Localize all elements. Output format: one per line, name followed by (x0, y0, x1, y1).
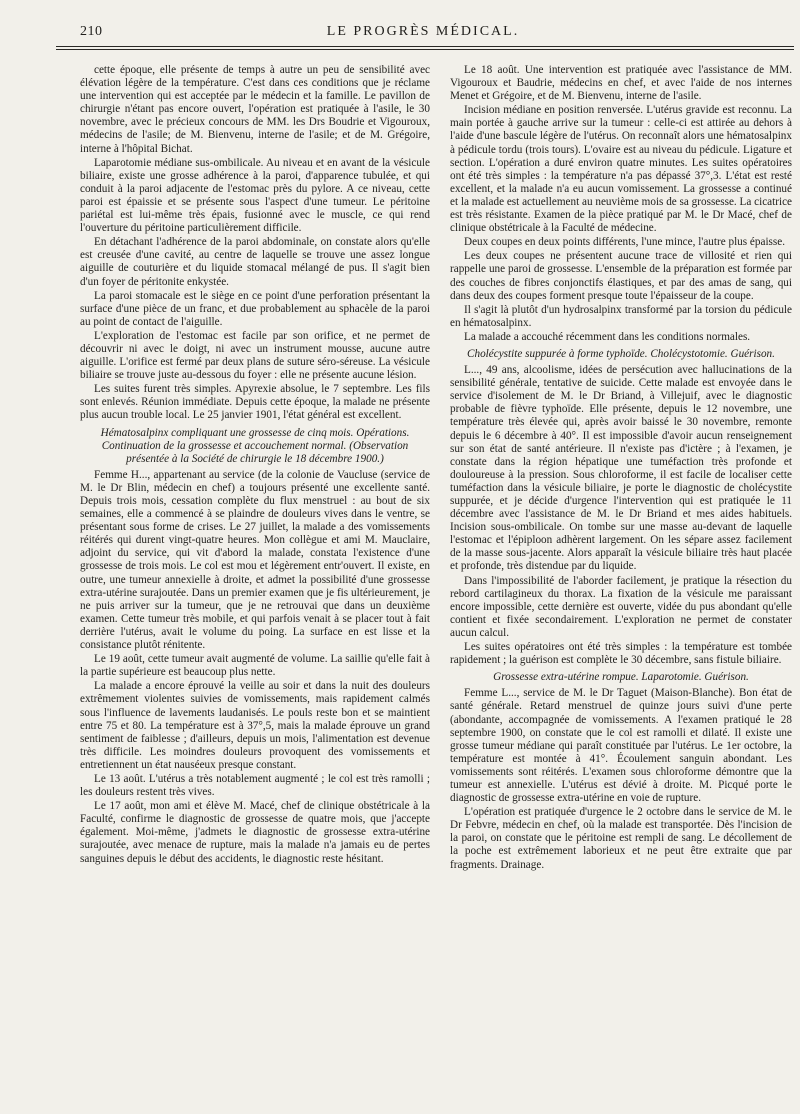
paragraph: Femme H..., appartenant au service (de la colonie de Vaucluse (service de M. le Dr Blin, médecin en chef) a toujours présenté une excellente santé. Depuis trois mois, cessation complète du flux menstruel : au bout de six semaines, elle a commencé à se plaindre de douleurs vives dans le ventre, se présentant sous forme de crises. Le 27 juillet, la malade a des vomissements réitérés qui durent vingt-quatre heures. Mon collègue et ami M. Mauclaire, adjoint du service, qui vit d'abord la malade, constata l'existence d'une grossesse de trois mois. Le col est mou et légèrement entr'ouvert. Il existe, en outre, une tumeur annexielle à droite, et admet la possibilité d'une grossesse extra-utérine surajoutée. Dans un premier examen que je fis ultérieurement, je ne puis arriver sur la tumeur, que je ne retrouvai que dans un deuxième examen. Cette tumeur très mobile, et qui parfois venait à se placer tout à fait derrière l'utérus, avait le volume du poing. La surface en est lisse et la consistance plutôt rénitente. (80, 468, 430, 652)
paragraph: Les suites furent très simples. Apyrexie absolue, le 7 septembre. Les fils sont enlevés. Réunion immédiate. Depuis cette époque, la malade ne présente plus aucun trouble local. Le 25 janvier 1901, l'état général est excellent. (80, 383, 430, 422)
paragraph: La paroi stomacale est le siège en ce point d'une perforation présentant la surface d'une pièce de un franc, et due probablement au sphacèle de la paroi au point de contact de l'aiguille. (80, 289, 430, 328)
page-header (56, 24, 790, 46)
paragraph: La malade a encore éprouvé la veille au soir et dans la nuit des douleurs extrêmement violentes suivies de vomissements, mais rapidement calmés sous l'influence de lavements laudanisés. Le pouls reste bon et se maintient entre 75 et 80. La température est à 37°,5, mais la malade éprouve un grand sentiment de faiblesse ; d'ailleurs, depuis un mois, l'alimentation est devenue très difficile. Les moindres douleurs provoquent des vomissements et entretiennent un état nauséeux presque constant. (80, 680, 430, 771)
paragraph: La malade a accouché récemment dans les conditions normales. (464, 330, 751, 343)
paragraph: Les deux coupes ne présentent aucune trace de villosité et rien qui rappelle une paroi de grossesse. L'ensemble de la préparation est formée par des couches de fibres conjonctifs élastiques, et par des amas de sang, qui dans deux des coupes forment presque toute l'épaisseur de la coupe. (450, 250, 792, 302)
paragraph: En détachant l'adhérence de la paroi abdominale, on constate alors qu'elle est creusée d'une cavité, au centre de laquelle se trouve une assez longue aiguille de couturière et du liquide stomacal mélangé de pus. Il s'agit bien d'un foyer de péritonite enkystée. (80, 236, 430, 288)
paragraph: Deux coupes en deux points différents, l'une mince, l'autre plus épaisse. (464, 236, 786, 249)
paragraph: Le 19 août, cette tumeur avait augmenté de volume. La saillie qu'elle fait à la partie supérieure est beaucoup plus nette. (80, 653, 430, 679)
journal-title: LE PROGRÈS MÉDICAL. (326, 24, 520, 39)
section-heading: Grossesse extra-utérine rompue. Laparotomie. Guérison. (493, 671, 749, 684)
paragraph: L..., 49 ans, alcoolisme, idées de persécution avec hallucinations de la sensibilité générale, tentative de suicide. Cette malade est envoyée dans le service d'isolement de M. le Dr Briand, à Villejuif, avec le diagnostic probable de fièvre typhoïde. Elle présente, depuis le 12 novembre, une température très élevée qui, après avoir baissé le 30 novembre, remonte depuis le 6 décembre à 40°. Il est impossible d'avoir aucun renseignement sur son état de santé antérieure. Il n'existe pas d'ictère ; à l'examen, je constate dans la région hépatique une tuméfaction très profonde et douloureuse à la pression. Sous chloroforme, il est facile de localiser cette tuméfaction dans la vésicule biliaire, je porte le diagnostic de cholécystite suppurée, et je décide d'urgence l'intervention qui est pratiquée le 11 décembre avec l'assistance de M. le Dr Briand et mes aides habituels. Incision sous-ombilicale. On tombe sur une masse au-devant de laquelle l'estomac et l'épiploon adhèrent largement. On les sépare assez facilement de la masse sous-jacente. Alors apparaît la vésicule biliaire très haut placée et profonde, très distendue par du liquide. (450, 364, 792, 573)
section-heading: Cholécystite suppurée à forme typhoïde. Cholécystotomie. Guérison. (467, 347, 775, 360)
paragraph: Le 17 août, mon ami et élève M. Macé, chef de clinique obstétricale à la Faculté, confirme le diagnostic de grossesse de quatre mois, que j'accepte également. Moi-même, j'admets le diagnostic de grossesse extra-utérine surajoutée, avec menace de rupture, mais la malade n'a jamais eu de pertes sanguines depuis le début des accidents, le diagnostic reste hésitant. (80, 800, 430, 865)
paragraph: L'exploration de l'estomac est facile par son orifice, et ne permet de découvrir ni avec le doigt, ni avec un instrument mousse, aucune autre aiguille. L'orifice est fermé par deux plans de suture séro-séreuse. La vésicule biliaire se trouve juste au-dessous du foyer : elle ne présente aucune lésion. (80, 329, 430, 382)
paragraph: Femme L..., service de M. le Dr Taguet (Maison-Blanche). Bon état de santé générale. Retard menstruel de quinze jours suivi d'une perte (abondante, accompagnée de vomissements. A l'examen pratiqué le 28 septembre 1900, on constate que le col est ramolli et dilaté. Il existe une grosse tumeur médiane qui paraît constituée par l'utérus. Le 1er octobre, la température est montée à 41°. Écoulement sanguin abondant. Les vomissements sont réitérés. L'examen sous chloroforme démontre que la tumeur est annexielle. L'utérus est dévié à droite. M. Picqué porte le diagnostic de grossesse extra-utérine en voie de rupture. (450, 687, 792, 805)
paragraph: Les suites opératoires ont été très simples : la température est tombée rapidement ; la guérison est complète le 30 décembre, sans fistule biliaire. (450, 641, 792, 667)
section-heading: Hématosalpinx compliquant une grossesse de cinq mois. Opérations. Continuation de la grossesse et accouchement normal. (Observation présentée à la Société de chirurgie le 18 décembre 1900.) (100, 426, 410, 465)
paragraph: L'opération est pratiquée d'urgence le 2 octobre dans le service de M. le Dr Febvre, médecin en chef, où la malade est transportée. Dès l'incision de la paroi, on constate que le péritoine est rempli de sang. Le décollement de la poche est extrêmement laborieux et ne peut être extraite que par fragments. Drainage. (450, 806, 792, 871)
paragraph: Incision médiane en position renversée. L'utérus gravide est reconnu. La main portée à gauche arrive sur la tumeur : celle-ci est attirée au dehors à l'aide d'une bascule légère de l'utérus. On reconnaît alors une hématosalpinx à pédicule tordu (trois tours). L'ovaire est au niveau du pédicule. Ligature et section. L'opération a duré environ quatre minutes. Les suites opératoires ont été très simples : la température n'a pas dépassé 37°,3. L'état est resté excellent, et la malade n'a eu aucun vomissement. La grossesse a continué et la malade est actuellement au neuvième mois de sa grossesse. La cicatrice est très résistante. Examen de la pièce pratiqué par M. le Dr Macé, chef de clinique obstétricale à la Faculté de médecine. (450, 104, 792, 235)
right-column (450, 64, 792, 1102)
paragraph: Il s'agit là plutôt d'un hydrosalpinx transformé par la torsion du pédicule en hématosalpinx. (450, 303, 792, 329)
paragraph: Laparotomie médiane sus-ombilicale. Au niveau et en avant de la vésicule biliaire, existe une grosse adhérence à la paroi, d'apparence tubulée, et qui conduit à la paroi adjacente de l'estomac près du pylore. A ce niveau, cette paroi est épaissie et se présente sous l'aspect d'une tumeur. Le péritoine pariétal est lui-même très épais, fusionné avec le muscle, ce qui rend l'ouverture du péritoine particulièrement difficile. (80, 156, 430, 235)
page-number: 210 (80, 24, 103, 39)
left-column (80, 64, 430, 1102)
header-rule (56, 46, 794, 47)
header-rule-thin (56, 49, 794, 50)
paragraph: Le 18 août. Une intervention est pratiquée avec l'assistance de MM. Vigouroux et Baudrie, médecins en chef, et avec l'aide de nos internes Menet et Grégoire, et de M. Bienvenu, interne de l'asile. (450, 64, 792, 103)
paragraph: Dans l'impossibilité de l'aborder facilement, je pratique la résection du rebord cartilagineux du thorax. La fixation de la vésicule me paraissant encore impossible, cette dernière est ouverte, vidée du pus abondant qu'elle contient et fixée secondairement. L'exploration ne permet de constater aucun calcul. (450, 574, 792, 639)
paragraph: Le 13 août. L'utérus a très notablement augmenté ; le col est très ramolli ; les douleurs restent très vives. (80, 772, 430, 799)
paragraph: cette époque, elle présente de temps à autre un peu de sensibilité avec élévation légère de la température. C'est dans ces conditions que je réclame une intervention qui est acceptée par le médecin et la famille. Le pavillon de chirurgie n'étant pas encore ouvert, l'opération est pratiquée à l'asile, le 30 novembre, avec le précieux concours de MM. les Drs Boudrie et Vigouroux, médecins de l'asile; de M. Bienvenu, interne de l'asile; et de M. Grégoire, interne à l'hôpital Bichat. (80, 64, 430, 155)
